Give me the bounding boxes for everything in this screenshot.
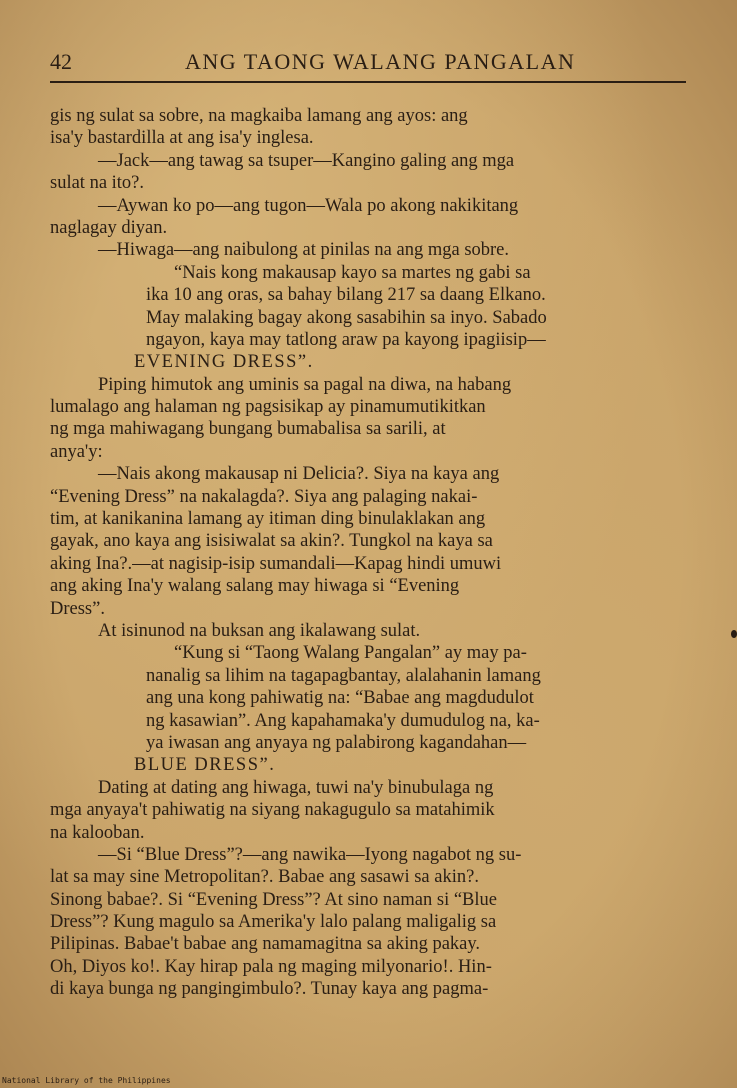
signature-line: BLUE DRESS”. <box>134 755 276 776</box>
page-number: 42 <box>50 49 72 74</box>
text-line: —Si “Blue Dress”?—ang nawika—Iyong nagabot ng su- <box>98 844 522 865</box>
text-line: Pilipinas. Babae't babae ang namamagitna sa aking pakay. <box>50 934 481 955</box>
text-line: sulat na ito?. <box>50 173 145 194</box>
text-line: Dating at dating ang hiwaga, tuwi na'y binubulaga ng <box>98 777 494 798</box>
page-body <box>50 105 686 1001</box>
page-header <box>50 45 686 83</box>
text-line: tim, at kanikanina lamang ay itiman ding binulaklakan ang <box>50 509 486 530</box>
text-line: —Nais akong makausap ni Delicia?. Siya na kaya ang <box>98 464 500 485</box>
text-line: lumalago ang halaman ng pagsisikap ay pinamumutikitkan <box>50 397 486 418</box>
text-line: —Aywan ko po—ang tugon—Wala po akong nakikitang <box>98 195 519 216</box>
text-line: na kalooban. <box>50 822 145 843</box>
text-line: gis ng sulat sa sobre, na magkaiba lamang ang ayos: ang <box>50 106 468 126</box>
text-line: ng mga mahiwagang bungang bumabalisa sa sarili, at <box>50 419 446 440</box>
quote-line: “Nais kong makausap kayo sa martes ng gabi sa <box>174 262 531 283</box>
text-line: Dress”? Kung magulo sa Amerika'y lalo palang maligalig sa <box>50 912 497 933</box>
text-line: anya'y: <box>50 441 103 462</box>
quote-line: May malaking bagay akong sasabihin sa inyo. Sabado <box>146 307 547 328</box>
quote-line: ya iwasan ang anyaya ng palabirong kagandahan— <box>146 732 527 753</box>
text-line: —Jack—ang tawag sa tsuper—Kangino galing ang mga <box>98 150 515 171</box>
text-line: Piping himutok ang uminis sa pagal na diwa, na habang <box>98 374 512 395</box>
text-line: Sinong babae?. Si “Evening Dress”? At sino naman si “Blue <box>50 889 497 910</box>
quote-line: ngayon, kaya may tatlong araw pa kayong ipagiisip— <box>146 329 546 350</box>
text-line: “Evening Dress” na nakalagda?. Siya ang palaging nakai- <box>50 486 478 507</box>
text-line: mga anyaya't pahiwatig na siyang nakagugulo sa matahimik <box>50 800 495 821</box>
quote-line: ika 10 ang oras, sa bahay bilang 217 sa daang Elkano. <box>146 285 546 306</box>
text-line: isa'y bastardilla at ang isa'y inglesa. <box>50 128 314 149</box>
text-line: —Hiwaga—ang naibulong at pinilas na ang mga sobre. <box>98 240 510 261</box>
text-line: Oh, Diyos ko!. Kay hirap pala ng maging milyonario!. Hin- <box>50 956 492 977</box>
text-line: At isinunod na buksan ang ikalawang sulat. <box>98 620 421 641</box>
quote-line: ang una kong pahiwatig na: “Babae ang magdudulot <box>146 688 534 709</box>
text-line: aking Ina?.—at nagisip-isip sumandali—Kapag hindi umuwi <box>50 553 502 574</box>
text-line: gayak, ano kaya ang isisiwalat sa akin?. Tungkol na kaya sa <box>50 531 493 552</box>
text-line: ang aking Ina'y walang salang may hiwaga si “Evening <box>50 576 460 597</box>
text-line: naglagay diyan. <box>50 217 168 238</box>
text-line: Dress”. <box>50 598 105 619</box>
running-title: ANG TAONG WALANG PANGALAN <box>185 49 576 74</box>
scan-credit: National Library of the Philippines <box>2 1076 171 1085</box>
signature-line: EVENING DRESS”. <box>134 352 314 373</box>
ink-speck <box>731 630 737 638</box>
text-line: di kaya bunga ng pangingimbulo?. Tunay kaya ang pagma- <box>50 979 489 1000</box>
quote-line: nanalig sa lihim na tagapagbantay, alalahanin lamang <box>146 665 541 686</box>
quote-line: “Kung si “Taong Walang Pangalan” ay may pa- <box>174 643 527 664</box>
text-line: lat sa may sine Metropolitan?. Babae ang sasawi sa akin?. <box>50 867 479 888</box>
quote-line: ng kasawian”. Ang kapahamaka'y dumudulog na, ka- <box>146 710 540 731</box>
